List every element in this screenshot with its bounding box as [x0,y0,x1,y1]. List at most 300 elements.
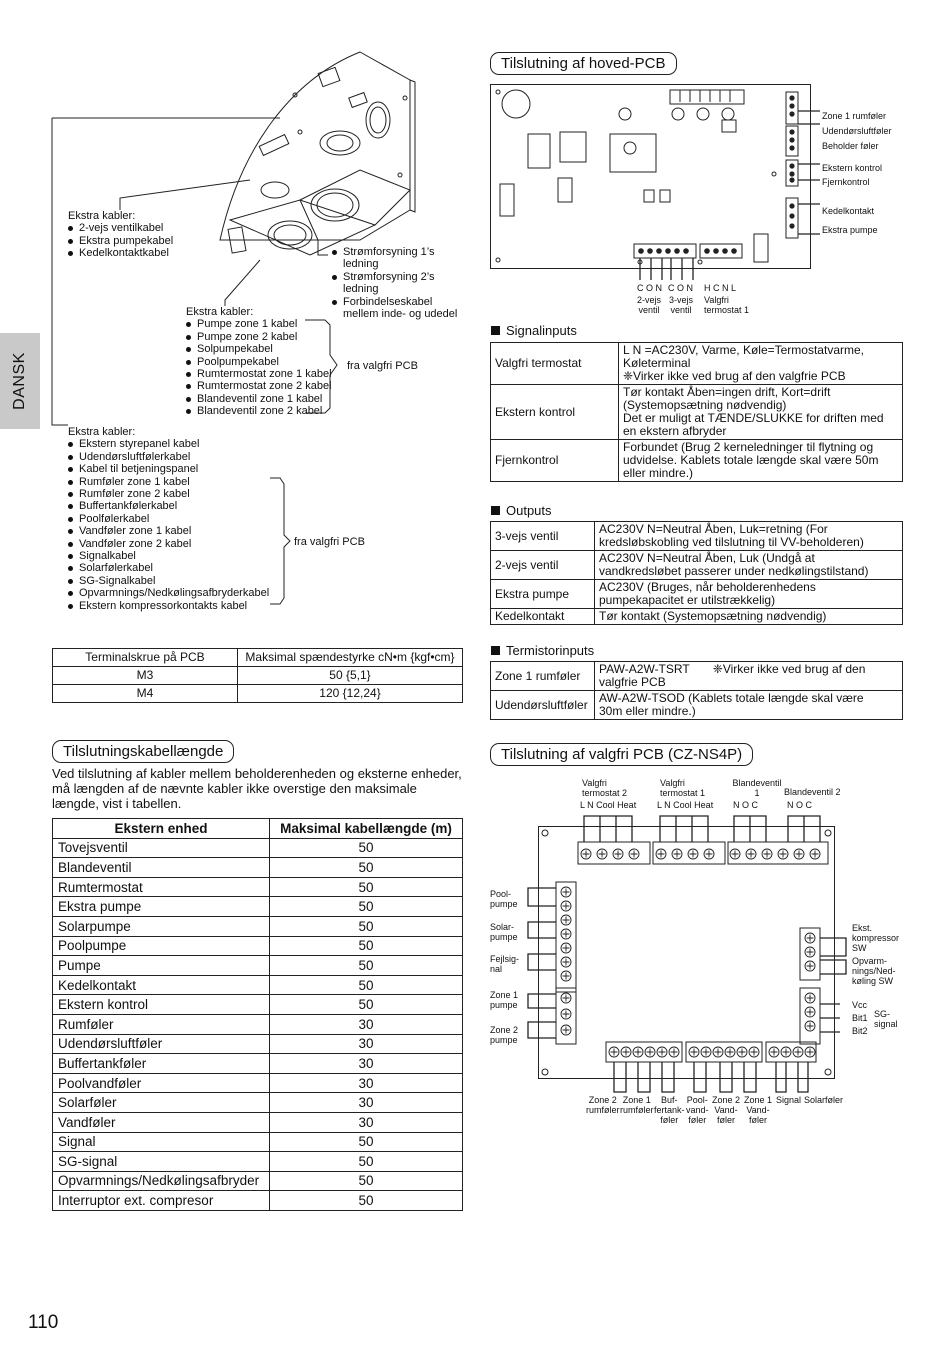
table-row [53,1093,463,1113]
description-line: AW-A2W-TSOD (Kablets totale længde skal være [599,691,864,705]
device-name: Kedelkontakt [53,975,270,995]
max-length: 30 [270,1073,463,1093]
table-row [491,580,903,609]
cable-item: Strømforsyning 1’s [332,246,457,258]
optional-pcb-diagram [520,808,840,1098]
max-length: 50 [270,1132,463,1152]
cable-item: Blandeventil zone 2 kabel [186,405,332,417]
cable-item: SG-Signalkabel [68,575,269,587]
label-line: termostat 1 [660,788,706,798]
device-name: Solarføler [53,1093,270,1113]
cable-group-4-header: Ekstra kabler: [68,426,136,438]
max-length: 30 [270,1054,463,1074]
cable-item: Ekstern kompressorkontakts kabel [68,600,269,612]
cable-item: Signalkabel [68,550,269,562]
opt-sg-pins [852,999,868,1038]
main-pcb-letters: C O N [668,283,694,293]
label-line: ventil [670,305,692,315]
main-pcb-right-label: Kedelkontakt [822,206,875,216]
label-line: SG- [874,1009,891,1019]
label-line: nings/Ned- [852,966,896,976]
opt-top-group [784,787,841,797]
cable-item: Solpumpekabel [186,343,332,355]
description-line: ❈Virker ikke ved brug af den valgfrie PCB [623,369,846,383]
description-line: eller mindre.) [623,466,694,480]
screw-terminal [805,947,815,957]
screw-terminal [561,915,571,925]
cable-length-title: Tilslutningskabellængde [52,740,234,763]
opt-top-letters: N O C [733,800,759,810]
thermistor-inputs-table [490,661,903,720]
label-line: kompressor [852,933,900,943]
description-line: pumpekapacitet er utilstrækkelig) [599,593,776,607]
label-line: Solar- [490,922,515,932]
max-length: 30 [270,1034,463,1054]
label-line: Zone 1 [622,1095,651,1105]
main-pcb-right-label: Udendørsluftføler [822,126,892,136]
cable-item: Ekstern styrepanel kabel [68,438,269,450]
device-name: Ekstern kontrol [53,995,270,1015]
cable-item-cont: ledning [343,283,379,296]
label-line: føler [688,1115,707,1125]
screw-terminal [689,1047,699,1057]
label-line: SW [852,943,867,953]
screw-terminal [805,1007,815,1017]
description-line: 30m eller mindre.) [599,704,696,718]
max-length: 50 [270,916,463,936]
label-line: Fejlsig- [490,954,520,964]
label-line: Signal [776,1095,802,1105]
screw-terminal [597,849,607,859]
main-pcb-bottom-label [637,295,661,315]
label-line: Zone 2 [490,1025,519,1035]
screw-terminal [669,1047,679,1057]
cable-item: Rumføler zone 2 kabel [68,488,269,500]
row-label: Fjernkontrol [491,440,619,482]
screw-terminal [561,943,571,953]
label-line: Opvarm- [852,956,888,966]
label-line: termostat 2 [582,788,628,798]
max-length: 50 [270,1152,463,1172]
label-line: Zone 2 [712,1095,741,1105]
screw-terminal [805,1047,815,1057]
opt-sg-label [874,1009,898,1029]
label-line: fertank- [654,1105,685,1115]
row-description [619,343,903,385]
cable-item: Kabel til betjeningspanel [68,463,269,475]
table-row [53,1191,463,1211]
opt-right-label [852,923,899,953]
device-name: Udendørsluftføler [53,1034,270,1054]
cable-item: Blandeventil zone 1 kabel [186,393,332,405]
label-line: vand- [686,1105,709,1115]
main-pcb-right-label: Zone 1 rumføler [822,111,887,121]
description-line: kredsløbskobling ved tilslutning til VV-beholderen) [599,535,864,549]
label-line: Bit1 [852,1013,868,1023]
row-label: Udendørsluftføler [491,691,595,720]
cable-length-intro: Ved tilslutning af kabler mellem beholderenheden og eksterne enheder, må længden af de nævnte kabler ikke overstige den maksimale længde, vist i tabellen. [52,766,462,811]
table-row [491,522,903,551]
table-row [53,877,463,897]
screw-terminal [794,849,804,859]
cable-item: Poolpumpekabel [186,356,332,368]
row-description [595,662,903,691]
screw-terminal [561,971,571,981]
cable-item: Buffertankfølerkabel [68,500,269,512]
thermistor-inputs-title: Termistorinputs [491,643,594,658]
label-line: nal [490,964,503,974]
description-line: AC230V (Bruges, når beholderenhedens [599,580,816,594]
opt-top-letters: L N Cool Heat [580,800,637,810]
label-line: Blandeventil [732,778,782,788]
screw-terminal [793,1047,803,1057]
signal-inputs-table [490,342,903,482]
label-line: Zone 1 [490,990,519,1000]
label-line: rumføler [586,1105,620,1115]
opt-bottom-label [654,1095,685,1125]
opt-top-group [660,778,705,798]
table-row [53,975,463,995]
label-line: pumpe [490,932,518,942]
screw-terminal [629,849,639,859]
row-label: Ekstra pumpe [491,580,595,609]
table-row [53,685,463,703]
table-row [53,1132,463,1152]
screw-terminal [561,929,571,939]
cable-item: Forbindelseskabel [332,296,457,308]
table-row [491,385,903,440]
table-row [53,916,463,936]
row-description [595,691,903,720]
outputs-table [490,521,903,625]
opt-left-label [490,889,518,909]
device-name: Blandeventil [53,858,270,878]
row-description [595,609,903,625]
cable-length-header: Maksimal kabellængde (m) [270,819,463,839]
row-description [595,580,903,609]
max-length: 30 [270,1093,463,1113]
label-line: 3-vejs [669,295,694,305]
device-name: Buffertankføler [53,1054,270,1074]
cable-group-4 [68,426,269,612]
row-description [619,440,903,482]
table-row [53,897,463,917]
screw-terminal [762,849,772,859]
device-name: Solarpumpe [53,916,270,936]
cable-item: Strømforsyning 2’s [332,271,457,283]
cable-item: Rumføler zone 1 kabel [68,476,269,488]
screw-terminal [778,849,788,859]
label-line: pumpe [490,1000,518,1010]
table-row [53,667,463,685]
table-row [491,551,903,580]
label-line: Pool- [490,889,512,899]
opt-bottom-label [586,1095,620,1115]
cable-item: Rumtermostat zone 2 kabel [186,380,332,392]
table-row [491,662,903,691]
device-name: Rumføler [53,1014,270,1034]
label-line: Pool- [686,1095,708,1105]
cable-item: Opvarmnings/Nedkølingsafbryderkabel [68,587,269,599]
label-line: Valgfri [704,295,729,305]
table-row [53,1034,463,1054]
row-description [595,551,903,580]
screw-terminal [713,1047,723,1057]
screw-terminal [561,887,571,897]
device-name: Interruptor ext. compresor [53,1191,270,1211]
cable-group-1-header: Ekstra kabler: [68,210,136,222]
table-row [53,1054,463,1074]
main-pcb-title: Tilslutning af hoved-PCB [490,52,677,75]
table-row [53,1014,463,1034]
cable-length-table [52,818,463,1211]
max-length: 30 [270,1112,463,1132]
device-name: Ekstra pumpe [53,897,270,917]
opt-top-group [582,778,627,798]
screw-terminal [805,1021,815,1031]
opt-bottom-label [744,1095,772,1125]
cable-length-header: Ekstern enhed [53,819,270,839]
description-line: Det er muligt at TÆNDE/SLUKKE for driften med [623,411,884,425]
label-line: Vand- [714,1105,738,1115]
torque-header: Terminalskrue på PCB [53,649,238,667]
main-pcb-bottom-label [704,295,749,315]
screw-terminal [805,961,815,971]
label-line: Zone 1 [744,1095,773,1105]
device-name: Pumpe [53,956,270,976]
table-row [53,1171,463,1191]
main-pcb-right-label: Beholder føler [822,141,879,151]
screw-terminal [725,1047,735,1057]
group-4-source: fra valgfri PCB [294,536,365,548]
main-pcb-right-label: Ekstra pumpe [822,225,878,235]
label-line: rumføler [620,1105,654,1115]
screw-terminal [737,1047,747,1057]
main-pcb-right-label: Fjernkontrol [822,177,870,187]
max-length: 50 [270,877,463,897]
language-tab-label: DANSK [11,352,28,410]
opt-bottom-label [620,1095,654,1115]
table-row [53,1073,463,1093]
table-row [53,1112,463,1132]
screw-terminal [561,1025,571,1035]
opt-top-letters: N O C [787,800,813,810]
max-length: 50 [270,975,463,995]
opt-left-label [490,990,518,1010]
label-line: køling SW [852,976,894,986]
cable-item: Ekstra pumpekabel [68,235,173,247]
label-line: føler [660,1115,679,1125]
cable-item: 2-vejs ventilkabel [68,222,173,234]
device-name: Vandføler [53,1112,270,1132]
row-label: Kedelkontakt [491,609,595,625]
screw-terminal [749,1047,759,1057]
label-line: pumpe [490,1035,518,1045]
description-line: AC230V N=Neutral Åben, Luk=retning (For [599,522,828,536]
table-row [53,838,463,858]
description-line: PAW-A2W-TSRT ❈Virker ikke ved brug af den [599,662,866,676]
description-line: valgfrie PCB [599,675,666,689]
description-line: vandkredsløbet passerer under nedkølingstilstand) [599,564,869,578]
label-line: Bit2 [852,1026,868,1036]
device-name: Poolvandføler [53,1073,270,1093]
opt-bottom-label [776,1095,801,1105]
description-line: Tør kontakt (Systemopsætning nødvendig) [599,609,827,623]
screw-terminal [810,849,820,859]
cable-item: Poolfølerkabel [68,513,269,525]
label-line: Valgfri [660,778,685,788]
cable-item: Solarfølerkabel [68,562,269,574]
max-length: 50 [270,1171,463,1191]
cable-item: Pumpe zone 2 kabel [186,331,332,343]
signal-inputs-title: Signalinputs [491,323,577,338]
row-label: Zone 1 rumføler [491,662,595,691]
page-number: 110 [28,1312,59,1333]
cable-item-cont: ledning [343,258,379,271]
cable-item: Vandføler zone 2 kabel [68,538,269,550]
screw-terminal [561,957,571,967]
row-label: 3-vejs ventil [491,522,595,551]
device-name: SG-signal [53,1152,270,1172]
label-line: 2-vejs [637,295,662,305]
table-row [491,691,903,720]
device-name: Rumtermostat [53,877,270,897]
max-length: 30 [270,1014,463,1034]
outputs-title: Outputs [491,503,552,518]
torque-table [52,648,463,703]
description-line: Køleterminal [623,356,691,370]
row-label: Ekstern kontrol [491,385,619,440]
cable-item: Kedelkontaktkabel [68,247,173,259]
optional-pcb-title: Tilslutning af valgfri PCB (CZ-NS4P) [490,743,753,766]
row-description [619,385,903,440]
table-row [53,995,463,1015]
table-row [53,1152,463,1172]
description-line: udvidelse. Kablets totale længde skal være 50m [623,453,879,467]
screw-terminal [645,1047,655,1057]
opt-bottom-label [712,1095,740,1125]
max-length: 50 [270,995,463,1015]
screw-terminal [657,1047,667,1057]
label-line: Blandeventil 2 [784,787,841,797]
max-length: 50 [270,1191,463,1211]
screw-terminal [746,849,756,859]
device-name: Tovejsventil [53,838,270,858]
row-label: 2-vejs ventil [491,551,595,580]
screw-terminal [581,849,591,859]
opt-bottom-label [686,1095,709,1125]
screw-terminal [769,1047,779,1057]
label-line: Valgfri [582,778,607,788]
screw-terminal [805,993,815,1003]
screw-terminal [656,849,666,859]
cable-item: Vandføler zone 1 kabel [68,525,269,537]
label-line: pumpe [490,899,518,909]
screw-terminal [561,901,571,911]
screw-terminal [805,933,815,943]
label-line: signal [874,1019,898,1029]
screw-terminal [561,1009,571,1019]
cable-group-3 [186,306,332,418]
cable-item: Rumtermostat zone 1 kabel [186,368,332,380]
opt-bottom-label [804,1095,843,1105]
label-line: Solarføler [804,1095,844,1105]
label-line: føler [749,1115,768,1125]
cable-item: Pumpe zone 1 kabel [186,318,332,330]
opt-left-label [490,954,519,974]
screw-terminal [613,849,623,859]
label-line: Buf- [661,1095,678,1105]
row-description [595,522,903,551]
opt-top-letters: L N Cool Heat [657,800,714,810]
opt-right-label [852,956,896,986]
table-row [53,956,463,976]
row-label: Valgfri termostat [491,343,619,385]
group-3-source: fra valgfri PCB [347,360,418,372]
table-cell: M3 [53,667,238,685]
label-line: Ekst. [852,923,873,933]
label-line: termostat 1 [704,305,750,315]
description-line: Tør kontakt Åben=ingen drift, Kort=drift [623,385,831,399]
torque-header: Maksimal spændestyrke cN•m {kgf•cm} [238,649,463,667]
table-row [53,858,463,878]
description-line: (Systemopsætning nødvendig) [623,398,787,412]
cable-group-2 [332,246,457,320]
max-length: 50 [270,897,463,917]
label-line: Vcc [852,1000,868,1010]
label-line: Zone 2 [588,1095,617,1105]
table-row [491,343,903,385]
device-name: Opvarmnings/Nedkølingsafbryder [53,1171,270,1191]
table-cell: 50 {5,1} [238,667,463,685]
label-line: føler [717,1115,736,1125]
opt-left-label [490,1025,518,1045]
table-cell: M4 [53,685,238,703]
table-cell: 120 {12,24} [238,685,463,703]
description-line: AC230V N=Neutral Åben, Luk (Undgå at [599,551,815,565]
max-length: 50 [270,838,463,858]
screw-terminal [621,1047,631,1057]
label-line: 1 [754,788,760,798]
opt-left-label [490,922,518,942]
table-row [491,609,903,625]
cable-item-cont: mellem inde- og udedel [343,308,458,321]
screw-terminal [561,993,571,1003]
screw-terminal [701,1047,711,1057]
max-length: 50 [270,936,463,956]
device-name: Signal [53,1132,270,1152]
main-pcb-right-label: Ekstern kontrol [822,163,883,173]
screw-terminal [633,1047,643,1057]
label-line: ventil [638,305,660,315]
screw-terminal [781,1047,791,1057]
main-pcb-letters: C O N [637,283,663,293]
screw-terminal [609,1047,619,1057]
screw-terminal [704,849,714,859]
table-row [53,936,463,956]
description-line: Forbundet (Brug 2 kerneledninger til flytning og [623,440,874,454]
device-name: Poolpumpe [53,936,270,956]
cable-group-1 [68,210,173,260]
max-length: 50 [270,858,463,878]
cable-item: Udendørsluftfølerkabel [68,451,269,463]
main-pcb-bottom-label [669,295,693,315]
screw-terminal [730,849,740,859]
opt-top-group [730,778,784,798]
screw-terminal [672,849,682,859]
main-pcb-letters: H C N L [704,283,737,293]
cable-group-3-header: Ekstra kabler: [186,306,254,318]
